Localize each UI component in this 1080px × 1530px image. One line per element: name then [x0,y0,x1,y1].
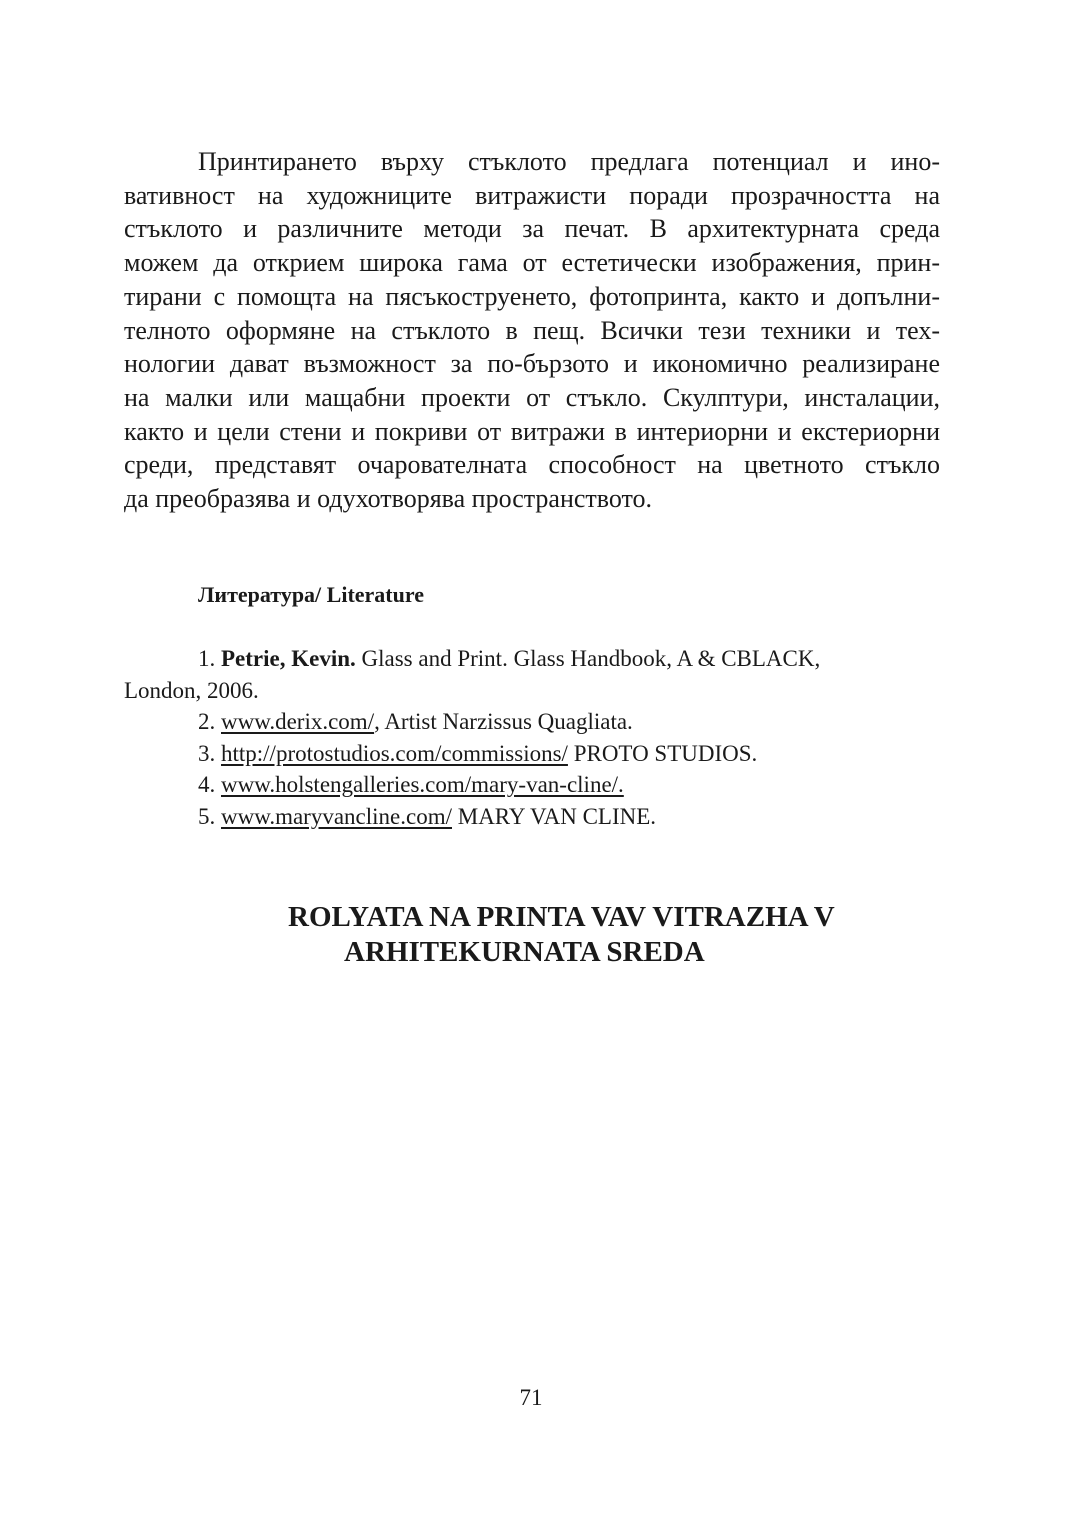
page-number: 71 [519,1385,543,1410]
reference-item [124,738,940,770]
title-line: ROLYATA NA PRINTA VAV VITRAZHA V [288,901,835,933]
paragraph-line: да преобразява и одухотворява пространството. [124,484,653,514]
reference-number: 3. [198,740,216,766]
reference-link[interactable]: www.maryvancline.com/ [221,803,452,829]
body-paragraph [124,145,940,516]
paragraph-line: можем да открием широка гама от естетически изображения, прин- [124,248,940,278]
paragraph-line: тирани с помощта на пясъкоструенето, фотопринта, както и допълни- [124,281,940,311]
paragraph-line: телното оформяне на стъклото в пещ. Всички тези техники и тех- [124,315,940,345]
reference-number: 5. [198,803,216,829]
reference-item [124,706,940,738]
reference-number: 1. [198,646,216,671]
reference-text: , Artist Narzissus Quagliata. [374,709,633,734]
reference-author: Petrie, Kevin. [221,646,356,671]
paragraph-line: на малки или мащабни проекти от стъкло. Скулптури, инсталации, [124,382,940,412]
reference-text: PROTO STUDIOS. [567,740,758,766]
reference-link[interactable]: www.holstengalleries.com/mary-van-cline/. [221,772,624,797]
reference-item [124,643,940,675]
paragraph-line: среди, представят очарователната способност на цветното стъкло [124,450,940,480]
literature-heading: Литература/ Literature [198,582,425,607]
title-line: ARHITEKURNATA SREDA [344,936,705,968]
paragraph-line: вативност на художниците витражисти поради прозрачността на [124,180,940,210]
reference-link[interactable]: www.derix.com/ [221,709,375,734]
reference-number: 4. [198,772,216,797]
paragraph-line: нологии дават възможност за по-бързото и икономично реализиране [124,349,940,379]
paragraph-line: както и цели стени и покриви от витражи в интериорни и екстериорни [124,416,940,446]
paragraph-line: Принтирането върху стъклото предлага потенциал и ино- [198,147,940,176]
reference-text: Glass and Print. Glass Handbook, A & CBLACK, [355,646,821,671]
reference-number: 2. [198,709,216,734]
section-title [0,900,1080,970]
reference-continuation: London, 2006. [124,677,259,703]
reference-list [124,643,940,832]
reference-item [124,769,940,801]
reference-link[interactable]: http://protostudios.com/commissions/ [221,740,568,766]
paragraph-line: стъклото и различните методи за печат. В архитектурната среда [124,214,940,244]
reference-text: MARY VAN CLINE. [452,803,657,829]
reference-item [124,801,940,833]
